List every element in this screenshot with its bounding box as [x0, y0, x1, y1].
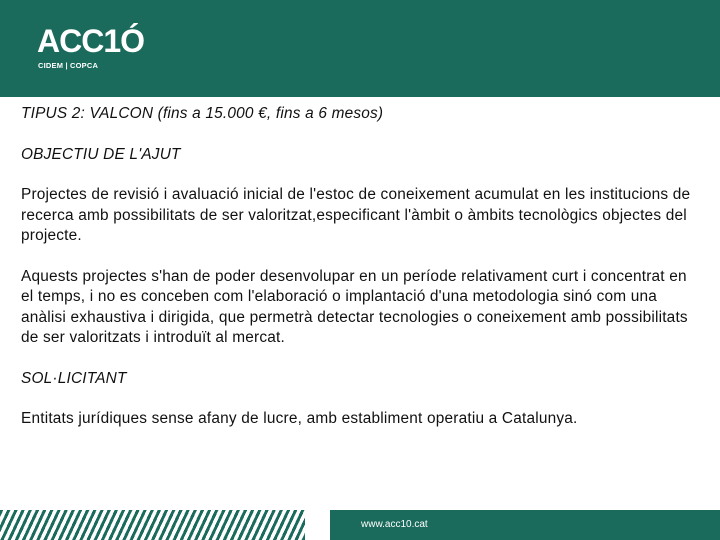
heading-objective: OBJECTIU DE L'AJUT	[21, 145, 181, 163]
footer	[0, 510, 720, 540]
paragraph-project-scope: Aquests projectes s'han de poder desenvolupar en un període relativament curt i concentrat en el temps, i no es conceben com l'elaboració o implantació d'una metodologia sinó com una anàlisi exhaustiva i dirigida, que permetrà detectar tecnologies o coneixement amb possibilitats de ser valoritzats i introduït al mercat.	[21, 267, 688, 346]
slide-content	[21, 104, 701, 430]
footer-stripes-decoration	[0, 510, 305, 540]
header-bar	[0, 0, 720, 97]
acc10-logo: ACC1Ó	[37, 23, 145, 59]
logo-subtitle: CIDEM | COPCA	[38, 61, 99, 70]
footer-website-link[interactable]: www.acc10.cat	[361, 519, 428, 530]
paragraph-objective-description: Projectes de revisió i avaluació inicial de l'estoc de coneixement acumulat en les institucions de recerca amb possibilitats de ser valoritzat,especificant l'àmbit o àmbits tecnològics objectes del projecte.	[21, 186, 691, 244]
heading-applicant: SOL·LICITANT	[21, 369, 127, 387]
slide-title: TIPUS 2: VALCON (fins a 15.000 €, fins a 6 mesos)	[21, 105, 384, 122]
paragraph-applicant-description: Entitats jurídiques sense afany de lucre, amb establiment operatiu a Catalunya.	[21, 410, 578, 427]
